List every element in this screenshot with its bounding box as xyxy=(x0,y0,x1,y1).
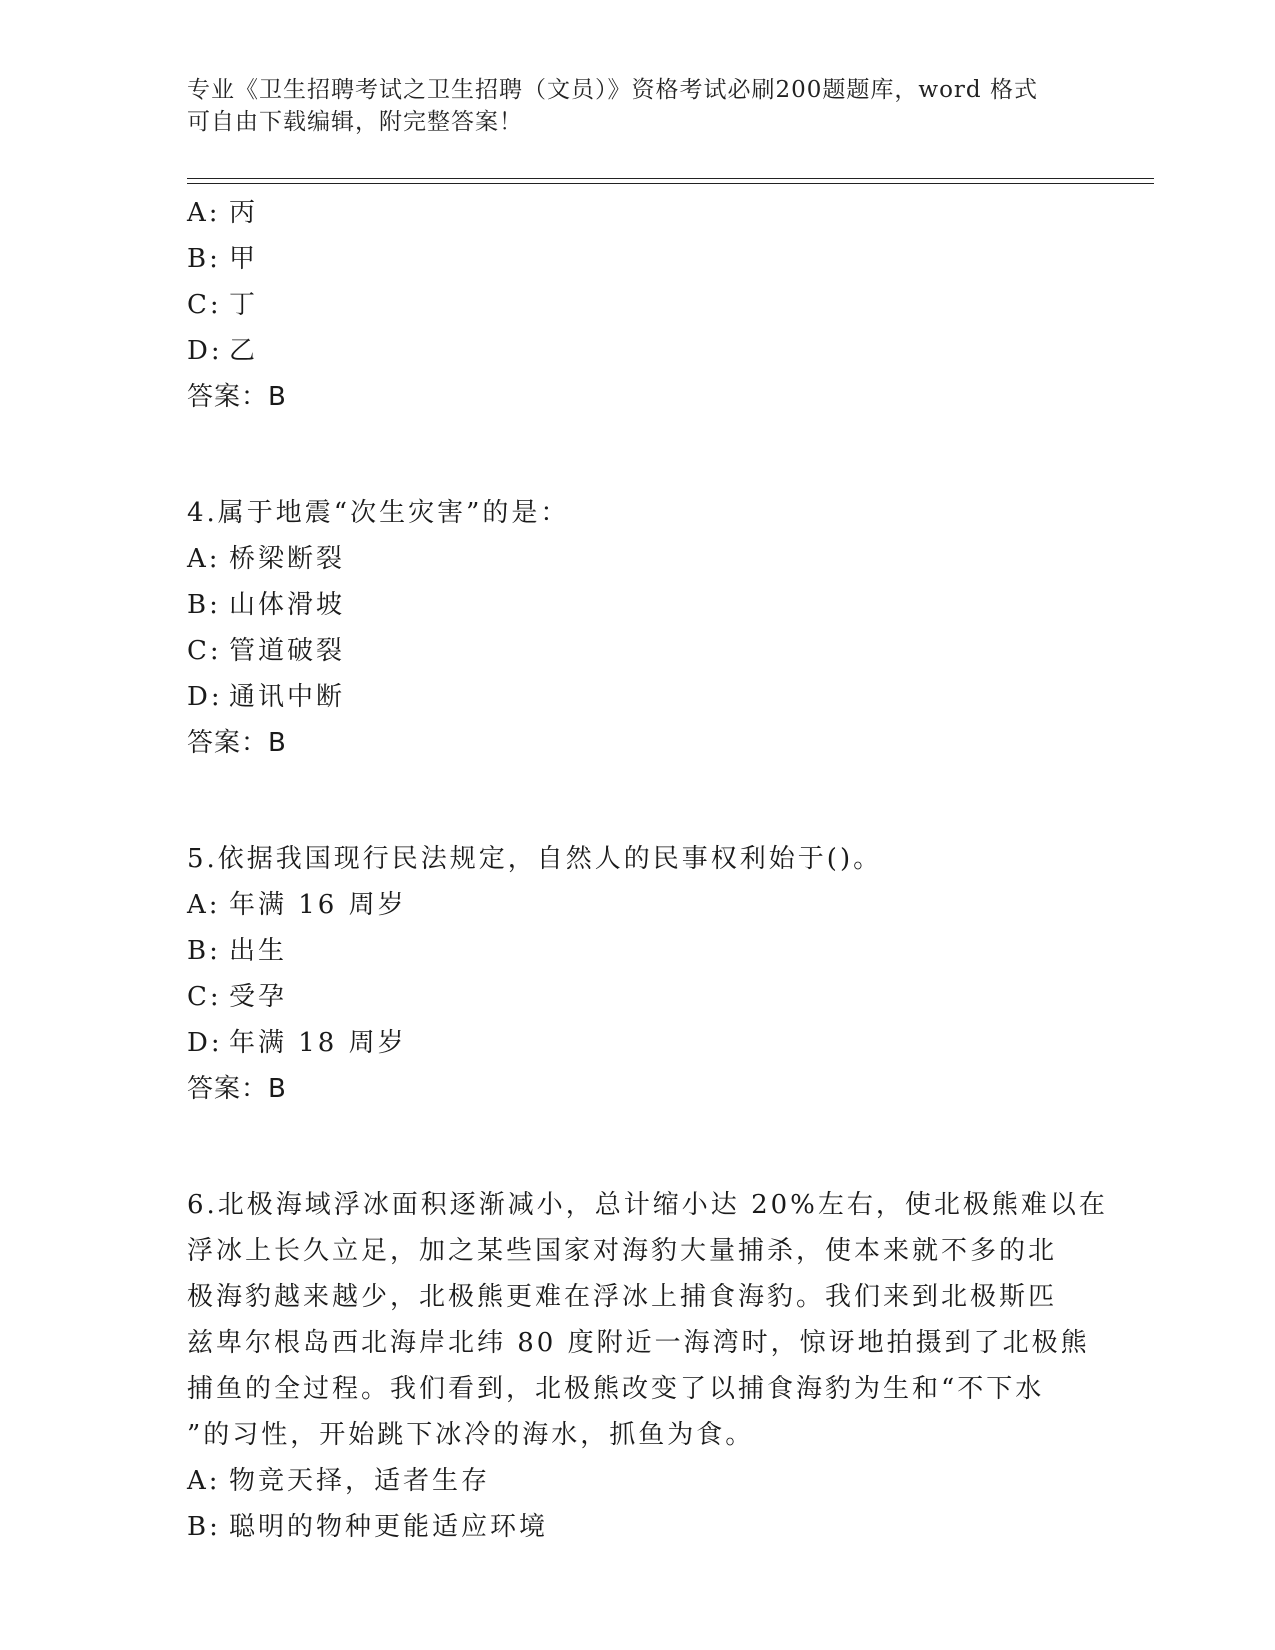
option-b xyxy=(187,582,1087,628)
option-letter: B: xyxy=(187,244,221,274)
question-stem: 4.属于地震“次生灾害”的是： xyxy=(187,498,570,528)
option-text: 乙 xyxy=(229,336,259,366)
option-a xyxy=(187,190,1087,236)
header-line-2: 可自由下载编辑，附完整答案！ xyxy=(187,109,523,135)
option-letter: B: xyxy=(187,590,221,620)
option-letter: A: xyxy=(187,890,221,920)
answer-line: 答案：B xyxy=(187,382,287,412)
stem-line: 浮冰上长久立足，加之某些国家对海豹大量捕杀，使本来就不多的北 xyxy=(187,1236,1058,1266)
option-b xyxy=(187,236,1087,282)
question-content xyxy=(187,190,1108,1550)
option-text: 年满 18 周岁 xyxy=(229,1028,407,1058)
option-text: 甲 xyxy=(229,244,259,274)
answer-line: 答案：B xyxy=(187,1074,287,1104)
question-5 xyxy=(187,836,1087,1112)
option-a xyxy=(187,882,1087,928)
option-d xyxy=(187,1020,1087,1066)
option-text: 年满 16 周岁 xyxy=(229,890,407,920)
stem-line: 极海豹越来越少，北极熊更难在浮冰上捕食海豹。我们来到北极斯匹 xyxy=(187,1282,1058,1312)
option-text: 管道破裂 xyxy=(229,636,346,666)
document-header xyxy=(187,74,1067,138)
question-stem xyxy=(187,1182,1108,1458)
option-text: 聪明的物种更能适应环境 xyxy=(229,1512,549,1542)
option-letter: D: xyxy=(187,682,223,712)
option-letter: C: xyxy=(187,982,222,1012)
option-text: 丁 xyxy=(229,290,259,320)
stem-line: 兹卑尔根岛西北海岸北纬 80 度附近一海湾时，惊讶地拍摄到了北极熊 xyxy=(187,1328,1090,1358)
question-4 xyxy=(187,490,1087,766)
option-letter: C: xyxy=(187,290,222,320)
answer-line: 答案：B xyxy=(187,728,287,758)
option-text: 桥梁断裂 xyxy=(229,544,346,574)
stem-line: 捕鱼的全过程。我们看到，北极熊改变了以捕食海豹为生和“不下水 xyxy=(187,1374,1045,1404)
option-a xyxy=(187,1458,1087,1504)
option-letter: D: xyxy=(187,336,223,366)
option-letter: A: xyxy=(187,544,221,574)
option-letter: C: xyxy=(187,636,222,666)
question-6 xyxy=(187,1182,1108,1550)
header-divider-thin xyxy=(187,183,1154,184)
spacer xyxy=(187,1112,1087,1182)
question-3 xyxy=(187,190,1087,420)
spacer xyxy=(187,766,1087,836)
question-stem: 5.依据我国现行民法规定，自然人的民事权利始于()。 xyxy=(187,844,883,874)
option-text: 出生 xyxy=(229,936,288,966)
option-c xyxy=(187,628,1087,674)
option-letter: D: xyxy=(187,1028,223,1058)
option-b xyxy=(187,928,1087,974)
header-line-1: 专业《卫生招聘考试之卫生招聘（文员）》资格考试必刷200题题库，word 格式 xyxy=(187,77,1038,103)
header-divider-thick xyxy=(187,178,1154,179)
stem-line: 6.北极海域浮冰面积逐渐减小，总计缩小达 20%左右，使北极熊难以在 xyxy=(187,1190,1108,1220)
option-text: 受孕 xyxy=(229,982,288,1012)
option-c xyxy=(187,282,1087,328)
option-text: 山体滑坡 xyxy=(229,590,346,620)
option-letter: A: xyxy=(187,198,221,228)
option-letter: A: xyxy=(187,1466,221,1496)
option-text: 丙 xyxy=(229,198,259,228)
option-d xyxy=(187,674,1087,720)
option-c xyxy=(187,974,1087,1020)
option-letter: B: xyxy=(187,936,221,966)
stem-line: ”的习性，开始跳下冰冷的海水，抓鱼为食。 xyxy=(187,1420,755,1450)
option-b xyxy=(187,1504,1087,1550)
option-text: 通讯中断 xyxy=(229,682,346,712)
option-letter: B: xyxy=(187,1512,221,1542)
option-a xyxy=(187,536,1087,582)
option-text: 物竞天择，适者生存 xyxy=(229,1466,491,1496)
option-d xyxy=(187,328,1087,374)
spacer xyxy=(187,420,1087,490)
